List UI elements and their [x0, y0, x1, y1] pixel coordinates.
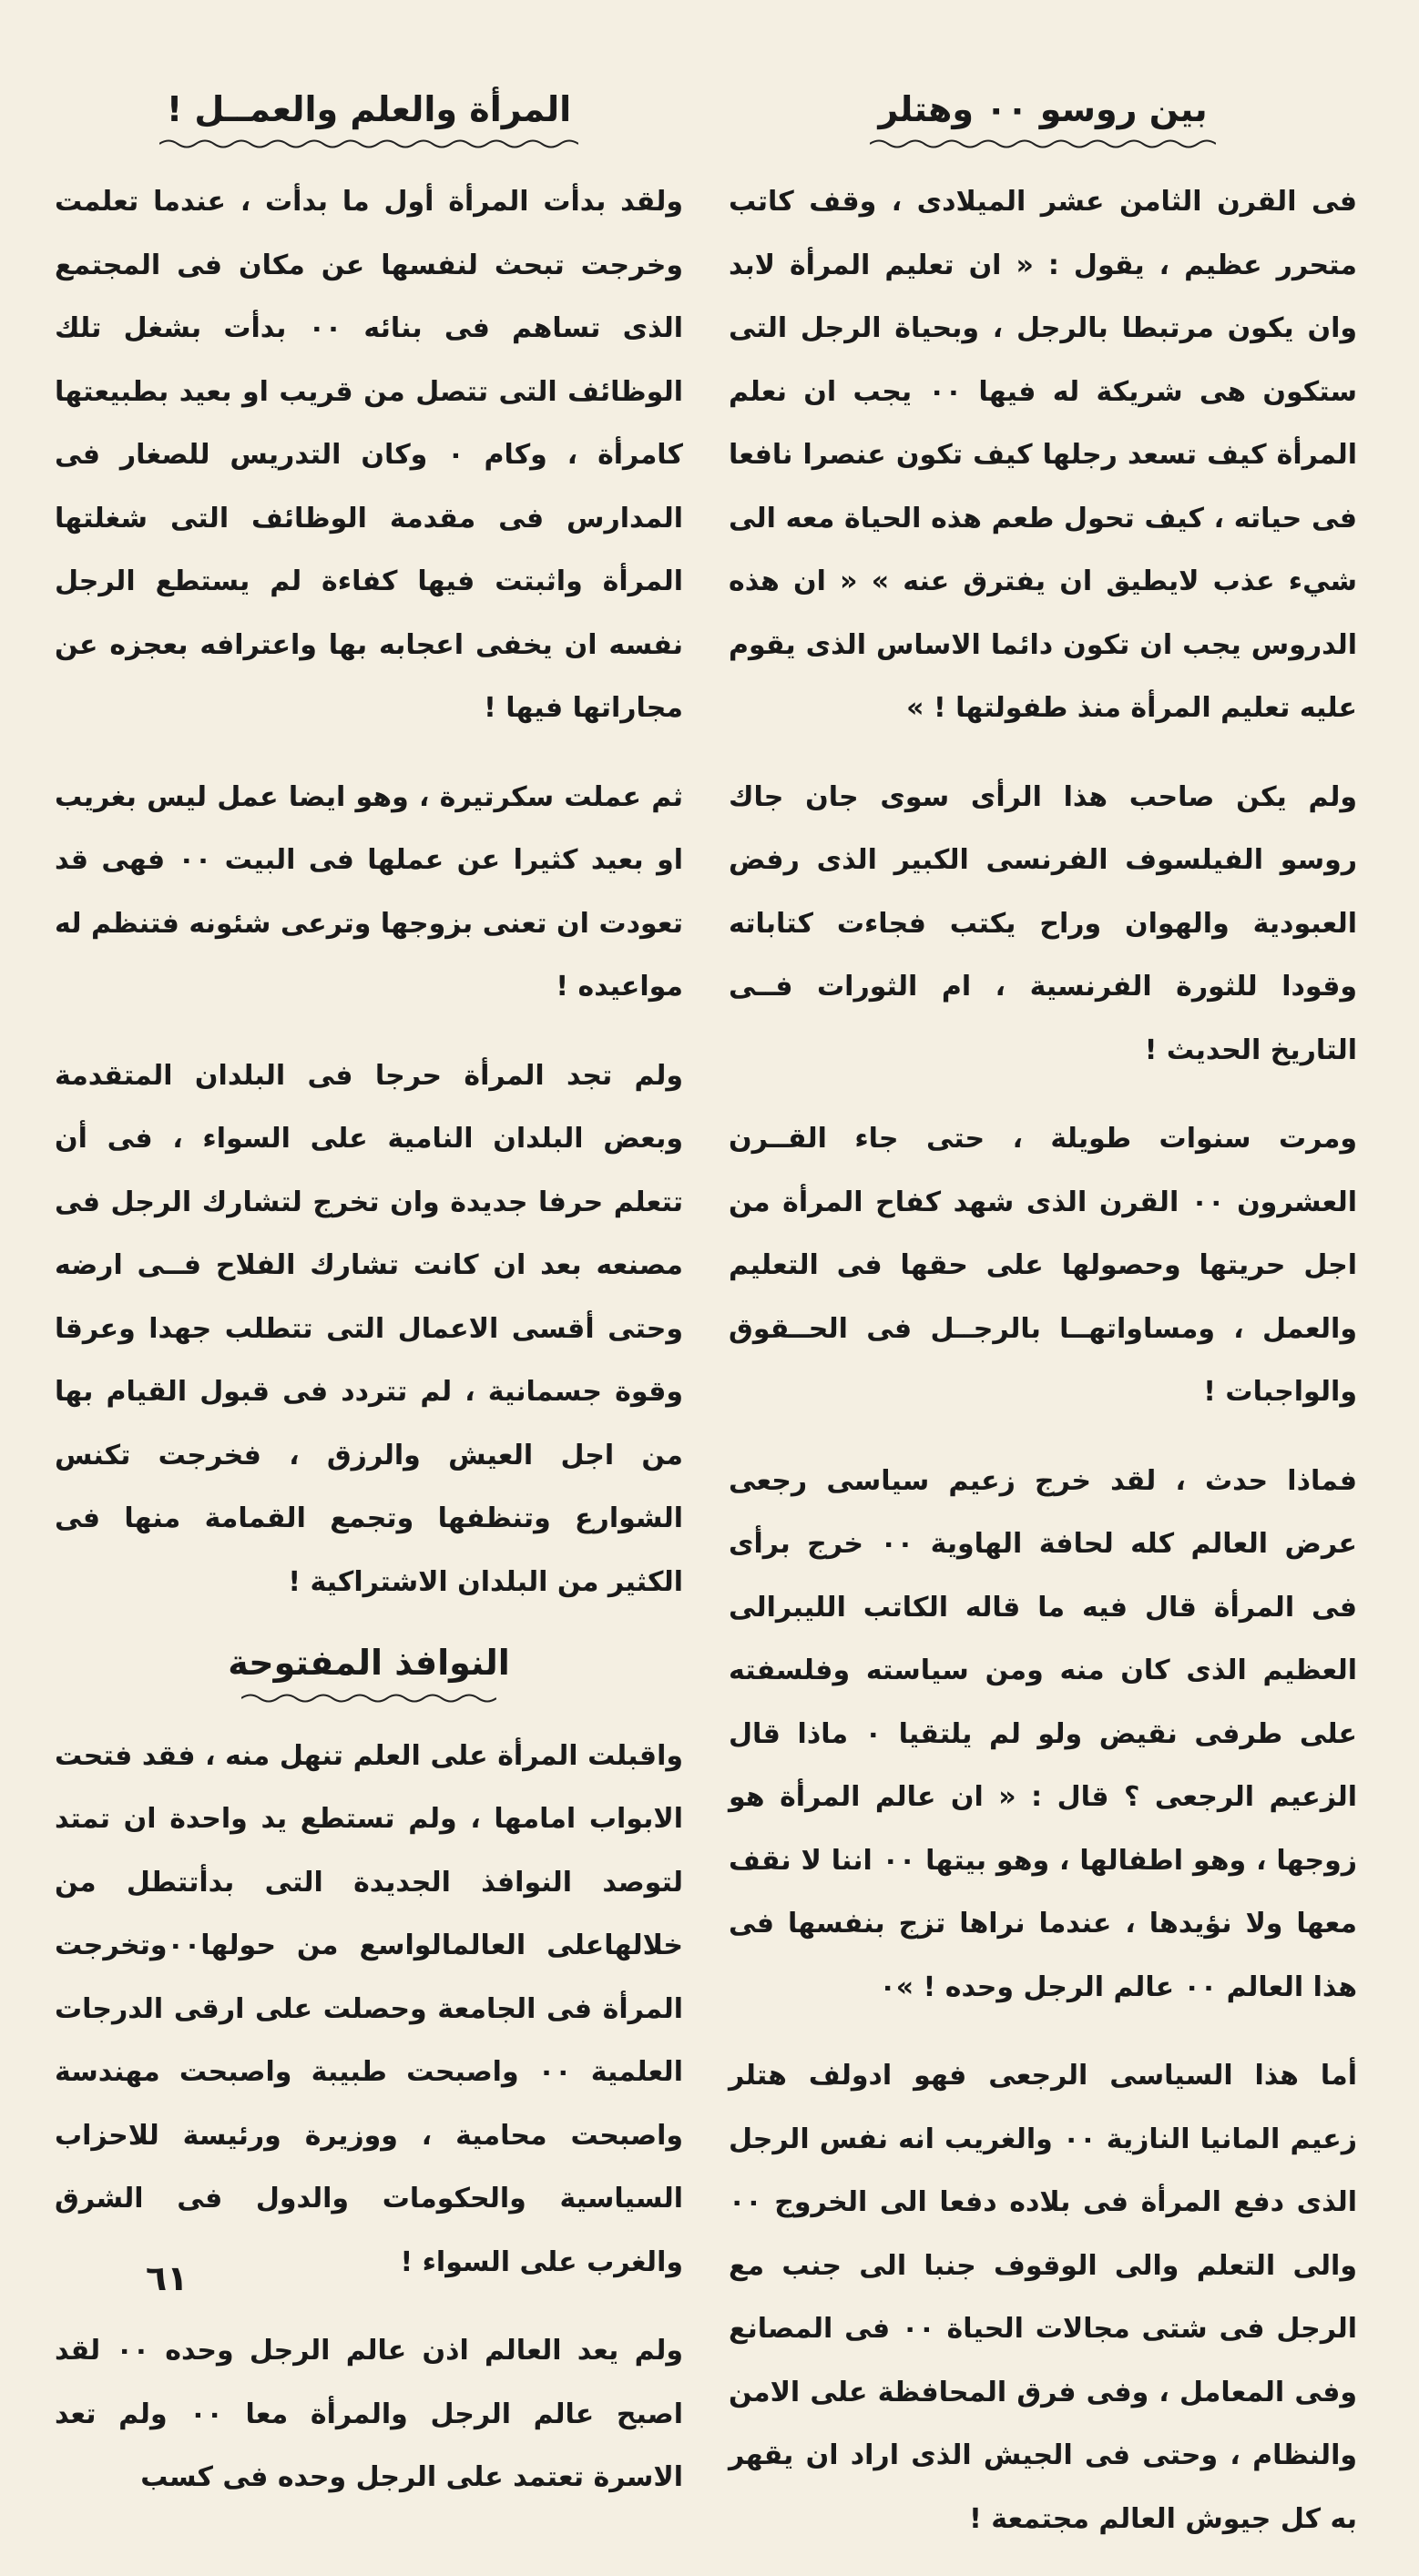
heading-underline [870, 137, 1216, 150]
paragraph: أما هذا السياسى الرجعى فهو ادولف هتلر زعيم المانيا النازية ٠٠ والغريب انه نفس الرجل الذى دفع المرأة فى بلاده دفعا الى الخروج ٠٠ والى التعلم والى الوقوف جنبا الى جنب مع الرجل فى شتى مجالات الحياة ٠٠ فى المصانع وفى المعامل ، وفى فرق المحافظة على الامن والنظام ، وحتى فى الجيش الذى اراد ان يقهر به كل جيوش العالم مجتمعة ! [729, 2060, 1357, 2535]
paragraph: ولم يكن صاحب هذا الرأى سوى جان جاك روسو الفيلسوف الفرنسى الكبير الذى رفض العبودية والهوان وراح يكتب فجاءت كتاباته وقودا للثورة الفرنسية ، ام الثورات فــى التاريخ الحديث ! [729, 780, 1357, 1066]
section-heading: النوافذ المفتوحة [228, 1643, 510, 1684]
paragraph: واقبلت المرأة على العلم تنهل منه ، فقد فتحت الابواب امامها ، ولم تستطع يد واحدة ان تمتد لتوصد النوافذ الجديدة التى بدأتتطل من خلالهاعلى العالمالواسع من حولها٠٠وتخرجت المرأة فى الجامعة وحصلت على ارقى الدرجات العلمية ٠٠ واصبحت طبيبة واصبحت مهندسة واصبحت محامية ، ووزيرة ورئيسة للاحزاب السياسية والحكومات والدول فى الشرق والغرب على السواء ! [55, 1739, 683, 2278]
paragraph: ومرت سنوات طويلة ، حتى جاء القــرن العشرون ٠٠ القرن الذى شهد كفاح المرأة من اجل حريتها وحصولها على حقها فى التعليم والعمل ، ومساواتهــا بالرجــل فى الحــقوق والواجبات ! [729, 1123, 1357, 1409]
right-column-heading: بين روسو ٠٠ وهتلر [878, 89, 1208, 129]
heading-underline [159, 137, 578, 150]
paragraph: ولقد بدأت المرأة أول ما بدأت ، عندما تعلمت وخرجت تبحث لنفسها عن مكان فى المجتمع الذى تساهم فى بنائه ٠٠ بدأت بشغل تلك الوظائف التى تتصل من قريب او بعيد بطبيعتها كامرأة ، وكام ٠ وكان التدريس للصغار فى المدارس فى مقدمة الوظائف التى شغلتها المرأة واثبتت فيها كفاءة لم يستطع الرجل نفسه ان يخفى اعجابه بها واعترافه بعجزه عن مجاراتها فيها ! [55, 186, 684, 725]
heading-underline [241, 1692, 496, 1705]
paragraph: ولم يعد العالم اذن عالم الرجل وحده ٠٠ لقد اصبح عالم الرجل والمرأة معا ٠٠ ولم تعد الاسرة تعتمد على الرجل وحده فى كسب [55, 2335, 683, 2494]
paragraph: فماذا حدث ، لقد خرج زعيم سياسى رجعى عرض العالم كله لحافة الهاوية ٠٠ خرج برأى فى المرأة قال فيه ما قاله الكاتب الليبرالى العظيم الذى كان منه ومن سياسته وفلسفته على طرفى نقيض ولو لم يلتقيا ٠ ماذا قال الزعيم الرجعى ؟ قال : « ان عالم المرأة هو زوجها ، وهو اطفالها ، وهو بيتها ٠٠ اننا لا نقف معها ولا نؤيدها ، عندما نراها تزج بنفسها فى هذا العالم ٠٠ عالم الرجل وحده ! »٠ [729, 1464, 1357, 2003]
paragraph: فى القرن الثامن عشر الميلادى ، وقف كاتب متحرر عظيم ، يقول : « ان تعليم المرأة لابد وان يكون مرتبطا بالرجل ، وبحياة الرجل التى ستكون هى شريكة له فيها ٠٠ يجب ان نعلم المرأة كيف تسعد رجلها كيف تكون عنصرا نافعا فى حياته ، كيف تحول طعم هذه الحياة معه الى شيء عذب لايطيق ان يفترق عنه » « ان هذه الدروس يجب ان تكون دائما الاساس الذى يقوم عليه تعليم المرأة منذ طفولتها ! » [729, 186, 1357, 725]
left-column-heading: المرأة والعلم والعمــل ! [166, 89, 572, 129]
paragraph: ثم عملت سكرتيرة ، وهو ايضا عمل ليس بغريب او بعيد كثيرا عن عملها فى البيت ٠٠ فهى قد تعودت ان تعنى بزوجها وترعى شئونه فتنظم له مواعيده ! [55, 780, 683, 1003]
paragraph: ولم تجد المرأة حرجا فى البلدان المتقدمة وبعض البلدان النامية على السواء ، فى أن تتعلم حرفا جديدة وان تخرج لتشارك الرجل فى مصنعه بعد ان كانت تشارك الفلاح فــى ارضه وحتى أقسى الاعمال التى تتطلب جهدا وعرقا وقوة جسمانية ، لم تتردد فى قبول القيام بها من اجل العيش والرزق ، فخرجت تكنس الشوارع وتنظفها وتجمع القمامة منها فى الكثير من البلدان الاشتراكية ! [55, 1059, 683, 1598]
right-column [729, 87, 1357, 2576]
left-column [55, 87, 683, 2535]
page-number: ٦١ [146, 2258, 189, 2298]
